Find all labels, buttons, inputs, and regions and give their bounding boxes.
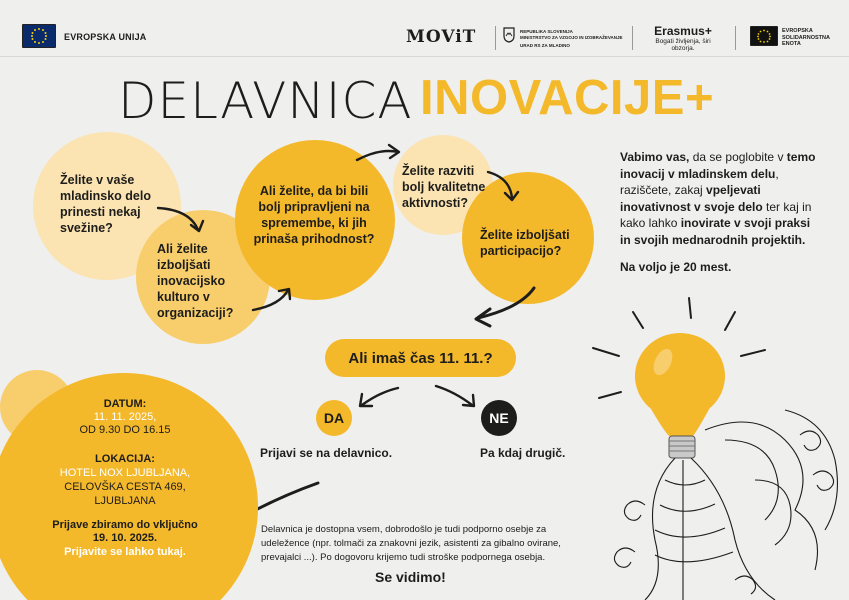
deadline-line-2: 19. 10. 2025. bbox=[92, 532, 158, 544]
yes-text: Prijavi se na delavnico. bbox=[260, 446, 393, 460]
deadline-line-1: Prijave zbiramo do vključno bbox=[52, 519, 198, 531]
esc-line-1: EVROPSKA bbox=[782, 28, 813, 34]
accessibility-text: Delavnica je dostopna vsem, dobrodošlo je tudi podporno osebje za udeležence (npr. tolmači za znakovni jezik, asistenti za gibalno ovirane, prevajalci ...). Po dogovoru krijemo tudi stroške podpornega osebja. bbox=[261, 524, 561, 563]
intro-highlight: inovirate v svoji praksi in svojih mednarodnih projektih. bbox=[620, 216, 811, 247]
date-question-pill: Ali imaš čas 11. 11.? bbox=[325, 339, 516, 377]
ministry-line-3: URAD RS ZA MLADINO bbox=[520, 43, 570, 48]
apply-link[interactable]: Prijavite se lahko tukaj. bbox=[64, 546, 186, 558]
arrow-2-icon bbox=[253, 290, 288, 310]
question-5-text: Želite izboljšati participacijo? bbox=[480, 228, 570, 258]
yes-badge: DA bbox=[316, 400, 352, 436]
intro-text-part: ter kaj in kako lahko bbox=[620, 199, 812, 230]
arrow-5-icon bbox=[478, 288, 534, 318]
question-2-text: Ali želite izboljšati inovacijsko kulturo v organizaciji? bbox=[157, 242, 234, 320]
question-3-text: Ali želite, da bi bili bolj pripravljeni na spremembe, ki jih prinaša prihodnost? bbox=[253, 184, 375, 246]
ministry-line-1: REPUBLIKA SLOVENIJA bbox=[520, 29, 573, 34]
no-text: Pa kdaj drugič. bbox=[480, 446, 566, 460]
intro-highlight: vpeljevati inovativnost v svoje delo bbox=[620, 183, 763, 214]
time-value: OD 9.30 DO 16.15 bbox=[79, 424, 171, 436]
title-part-2: INOVACIJE+ bbox=[420, 71, 715, 125]
intro-text bbox=[620, 149, 820, 248]
intro-highlight: temo inovacij v mladinskem delu bbox=[620, 150, 816, 181]
intro-text-part: da se poglobite v bbox=[689, 150, 787, 164]
date-value: 11. 11. 2025, bbox=[93, 411, 157, 423]
location-label: LOKACIJA: bbox=[95, 453, 155, 465]
arrow-4-icon bbox=[488, 172, 512, 198]
no-badge: NE bbox=[481, 400, 517, 436]
movit-logo: MOViT bbox=[406, 27, 477, 47]
intro-lead: Vabimo vas, bbox=[620, 150, 690, 164]
question-4-text: Želite razviti bolj kvalitetne aktivnosti? bbox=[402, 164, 486, 210]
lightbulb-icon bbox=[585, 290, 849, 600]
question-1-text: Želite v vaše mladinsko delo prinesti nekaj svežine? bbox=[60, 173, 151, 235]
seats-available: Na voljo je 20 mest. bbox=[620, 260, 732, 274]
closing-text: Se vidimo! bbox=[375, 569, 446, 585]
erasmus-title: Erasmus+ bbox=[654, 24, 712, 38]
eu-label: EVROPSKA UNIJA bbox=[64, 32, 147, 42]
date-label: DATUM: bbox=[103, 398, 147, 410]
arrow-no-icon bbox=[436, 386, 472, 405]
location-name: HOTEL NOX LJUBLJANA, bbox=[59, 467, 191, 479]
esc-line-3: ENOTA bbox=[782, 41, 801, 47]
intro-text-part: , raziščete, zakaj bbox=[620, 166, 779, 197]
esc-line-2: SOLIDARNOSTNA bbox=[782, 34, 830, 41]
arrow-yes-icon bbox=[362, 388, 398, 405]
ministry-line-2: MINISTRSTVO ZA VZGOJO IN IZOBRAŽEVANJE bbox=[520, 34, 623, 40]
title-part-1: DELAVNICA bbox=[118, 72, 413, 130]
location-city: LJUBLJANA bbox=[94, 495, 156, 507]
location-street: CELOVŠKA CESTA 469, bbox=[64, 481, 186, 493]
erasmus-subtitle: Bogati življenja, širi obzorja. bbox=[655, 38, 711, 52]
